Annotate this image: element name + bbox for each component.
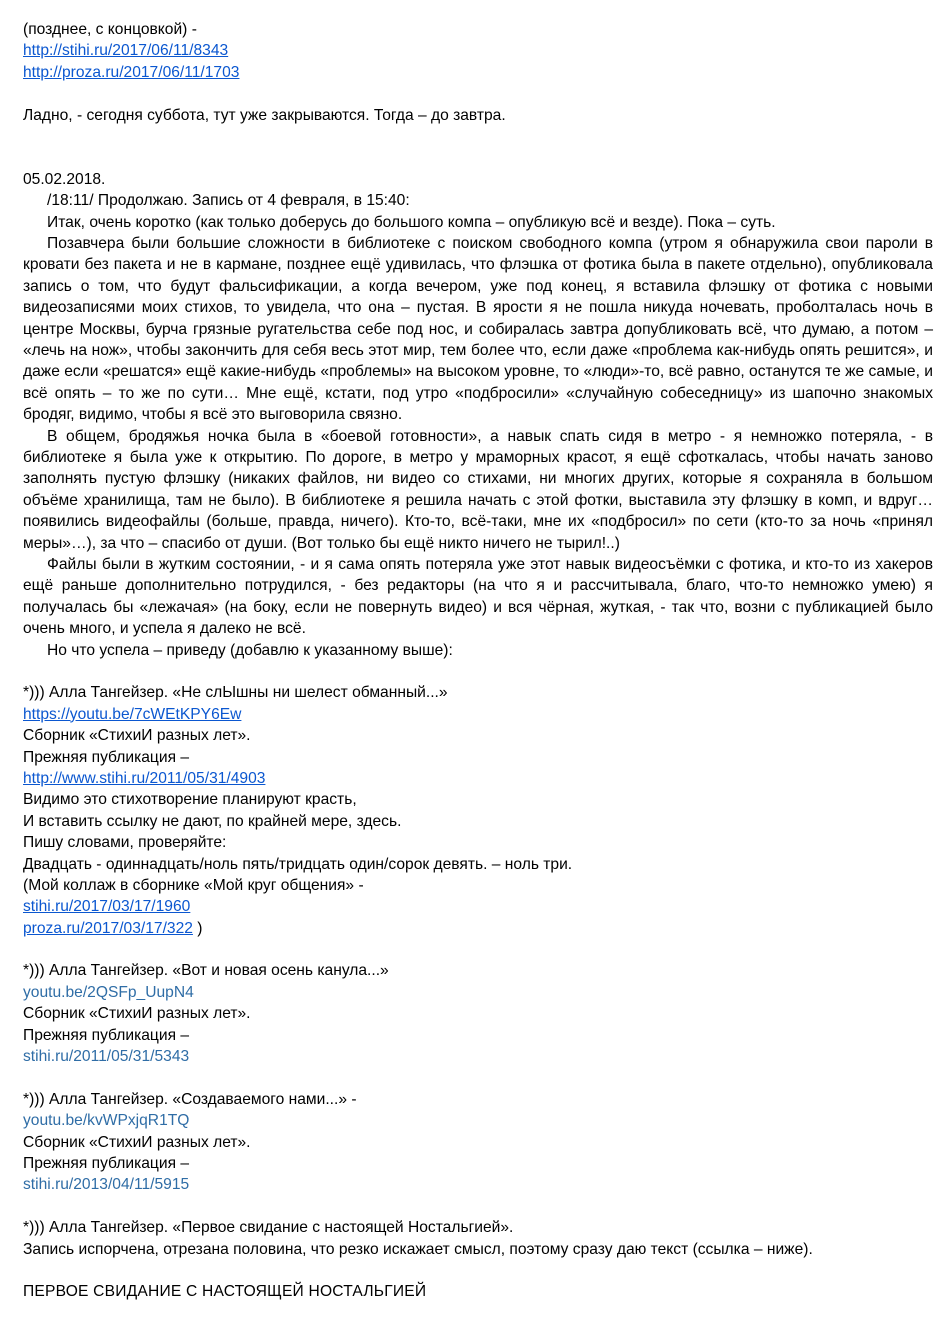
item-note: Запись испорчена, отрезана половина, что резко искажает смысл, поэтому сразу даю текст (ссылка – ниже).: [23, 1240, 813, 1258]
collage-proza-link[interactable]: proza.ru/2017/03/17/322: [23, 919, 193, 937]
entry-date: 05.02.2018.: [23, 170, 106, 188]
previous-publication-label: Прежняя публикация –: [23, 1026, 190, 1044]
entry-time-line: /18:11/ Продолжаю. Запись от 4 февраля, в 15:40:: [47, 192, 410, 210]
previous-publication-link[interactable]: http://www.stihi.ru/2011/05/31/4903: [23, 769, 266, 787]
collage-stihi-link[interactable]: stihi.ru/2017/03/17/1960: [23, 898, 191, 916]
poem-heading: ПЕРВОЕ СВИДАНИЕ С НАСТОЯЩЕЙ НОСТАЛЬГИЕЙ: [23, 1283, 427, 1301]
item-title: *))) Алла Тангейзер. «Первое свидание с настоящей Ностальгией».: [23, 1219, 514, 1237]
closing-note: Ладно, - сегодня суббота, тут уже закрываются. Тогда – до завтра.: [23, 106, 506, 124]
previous-publication-label: Прежняя публикация –: [23, 1155, 190, 1172]
document-page: [23, 19, 933, 1303]
collection-name: Сборник «СтихиИ разных лет».: [23, 1133, 251, 1151]
item-title: *))) Алла Тангейзер. «Вот и новая осень канула...»: [23, 962, 389, 980]
paragraph-3: В общем, бродяжья ночка была в «боевой готовности», а навык спать сидя в метро - я немножко потеряла, - в библиотеке я была уже к открытию. По дороге, в метро у мраморных красот, я ещё сфоткалась, чтобы начать заново заполнять пустую флэшку (никаких файлов, ни видео со стихами, ни многих других, которые я сохраняла в большом объёме хранилища, там не было). В библиотеке я решила начать с этой фотки, выставила эту флэшку в комп, и вдруг… появились видеофайлы (больше, правда, ничего). Кто-то, всё-таки, мне их «подбросил» по сети (кто-то за ночь «принял меры»…), за что – спасибо от души. (Вот только бы ещё никто ничего не тырил!..): [23, 427, 933, 552]
paragraph-4: Файлы были в жутким состоянии, - и я сама опять потеряла уже этот навык видеосъёмки с фотика, и кто-то из хакеров ещё раньше дополнительно потрудился, - без редакторы (на что я и рассчитывала, благо, что-то немножко умею) я получалась бы «лежачая» (на боку, если не повернуть видео) и вся чёрная, жуткая, - так что, возни с публикацией было очень много, и успела я далеко не всё.: [23, 556, 933, 638]
previous-publication-link[interactable]: stihi.ru/2011/05/31/5343: [23, 1048, 190, 1066]
collection-name: Сборник «СтихиИ разных лет».: [23, 1005, 251, 1023]
extra-line: Видимо это стихотворение планируют красть,: [23, 791, 357, 809]
paragraph-1: Итак, очень коротко (как только доберусь до большого компа – опубликую всё и везде). Пока – суть.: [47, 213, 776, 231]
video-link[interactable]: youtu.be/kvWPxjqR1TQ: [23, 1112, 190, 1130]
video-link[interactable]: https://youtu.be/7cWEtKPY6Ew: [23, 705, 242, 723]
text-line: (позднее, с концовкой) -: [23, 21, 197, 38]
previous-publication-label: Прежняя публикация –: [23, 748, 190, 766]
extra-line: Пишу словами, проверяйте:: [23, 834, 227, 852]
extra-line: И вставить ссылку не дают, по крайней мере, здесь.: [23, 812, 402, 830]
proza-link[interactable]: http://proza.ru/2017/06/11/1703: [23, 63, 240, 81]
paragraph-5: Но что успела – приведу (добавлю к указанному выше):: [47, 641, 453, 659]
item-title: *))) Алла Тангейзер. «Создаваемого нами...» -: [23, 1090, 357, 1108]
extra-line: Двадцать - одиннадцать/ноль пять/тридцать один/сорок девять. – ноль три.: [23, 855, 573, 873]
video-link[interactable]: youtu.be/2QSFp_UupN4: [23, 983, 194, 1001]
extra-line: (Мой коллаж в сборнике «Мой круг общения» -: [23, 876, 364, 894]
stihi-link[interactable]: http://stihi.ru/2017/06/11/8343: [23, 42, 229, 60]
item-title: *))) Алла Тангейзер. «Не слЫшны ни шелест обманный...»: [23, 684, 448, 702]
paragraph-2: Позавчера были большие сложности в библиотеке с поиском свободного компа (утром я обнаружила свои пароли в кровати без пакета и не в кармане, позднее ещё удивилась, что флэшка от фотика была в пакете отдельно), опубликовала запись о том, что будут фальсификации, а когда вечером, уже под конец, я вставила флэшку от фотика с новыми видеозаписями моих стихов, то увидела, что она – пустая. В ярости я не пошла никуда ночевать, проболталась ночь в центре Москвы, бурча грязные ругательства себе под нос, и собиралась завтра допубликовать всё, что думаю, а потом – «лечь на нож», чтобы закончить для себя весь этот мир, тем более что, если даже «проблема как-нибудь опять решится», и даже если «решатся» ещё какие-нибудь «проблемы» на высоком уровне, то «люди»-то, всё равно, останутся те же самые, и всё опять – то же по сути… Мне ещё, кстати, под утро «подбросили» «случайную собеседницу» из шапочно знакомых бродяг, видимо, чтобы я всё это выговорила связно.: [23, 234, 933, 424]
closing-parenthesis: ): [192, 919, 203, 937]
collection-name: Сборник «СтихиИ разных лет».: [23, 727, 251, 745]
previous-publication-link[interactable]: stihi.ru/2013/04/11/5915: [23, 1176, 190, 1194]
